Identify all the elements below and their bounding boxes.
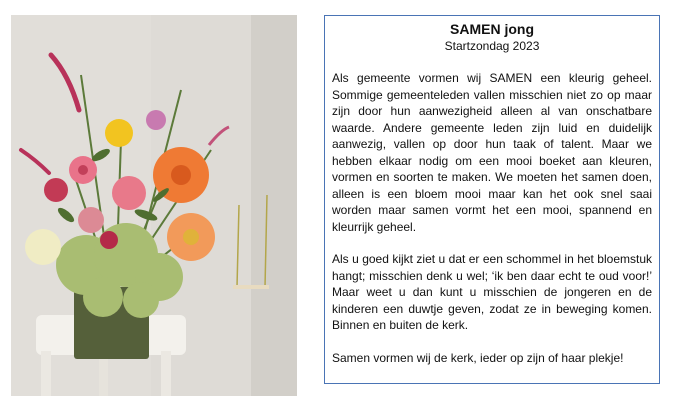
article-paragraph: Als gemeente vormen wij SAMEN een kleurig geheel. Sommige gemeenteleden vallen misschien niet zo op maar zijn door hun aanwezigheid alleen al van onschatbare waarde. Andere gemeente leden zijn luid en duidelijk aanwezig, vallen op door hun taak of talent. Maar we hebben elkaar nodig om een mooi boeket aan kleuren, vormen en soorten te maken. We moeten het samen doen, alleen is een bloem mooi maar kan het ook snel saai worden maar samen vormt het een mooi, spannend en kleurrijk geheel. xyxy=(332,71,652,234)
pink-carnation xyxy=(112,176,146,210)
article-paragraph: Als u goed kijkt ziet u dat er een schommel in het bloemstuk hangt; misschien denk u wel; ‘ik ben daar echt te oud voor!’ Maar weet u dan kunt u misschien de jongeren en de kinderen een duwtje geven, zodat ze in beweging komen. Binnen en buiten de kerk. xyxy=(332,252,652,332)
purple-cleome xyxy=(146,110,166,130)
article-title: SAMEN jong xyxy=(450,21,534,37)
article-paragraph: Samen vormen wij de kerk, ieder op zijn of haar plekje! xyxy=(332,350,624,365)
peach-dahlia xyxy=(167,213,215,261)
article-textbox xyxy=(324,15,660,384)
cream-chrysanthemum xyxy=(25,229,61,265)
pink-carnation xyxy=(78,207,104,233)
magenta-zinnia xyxy=(44,178,68,202)
article-subtitle: Startzondag 2023 xyxy=(444,39,540,53)
yellow-chrysanthemum xyxy=(105,119,133,147)
magenta-zinnia xyxy=(100,231,118,249)
flower-arrangement-photo xyxy=(11,15,297,396)
